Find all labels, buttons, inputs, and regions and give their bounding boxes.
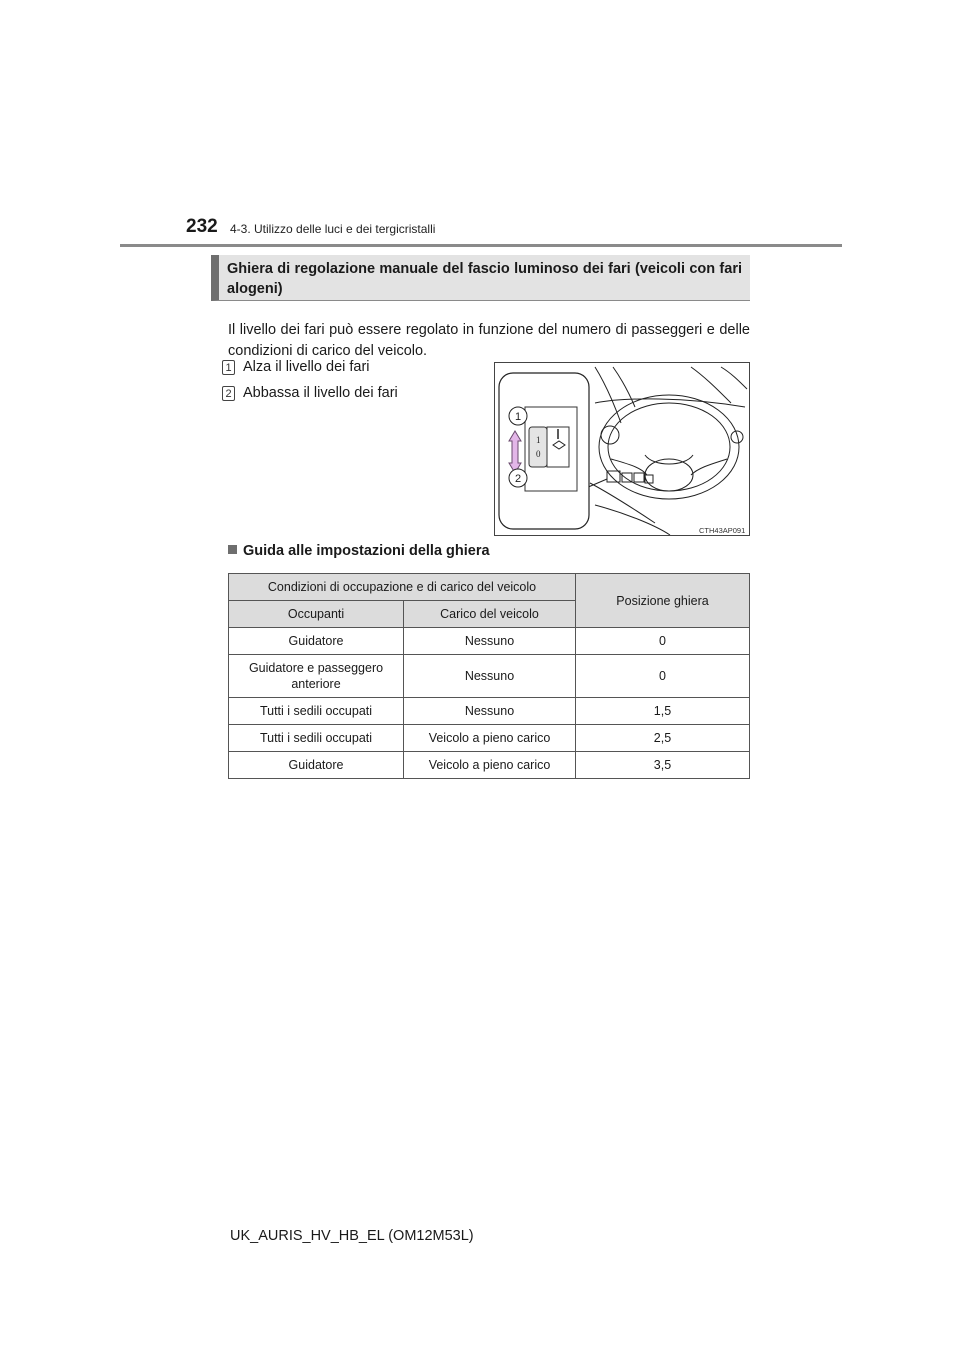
callout-1: 1	[514, 411, 522, 423]
step-label-2: Abbassa il livello dei fari	[243, 385, 398, 401]
cell-load: Veicolo a pieno carico	[404, 725, 576, 752]
cell-occupants: Tutti i sedili occupati	[229, 725, 404, 752]
bullet-square-icon	[228, 545, 237, 554]
intro-paragraph: Il livello dei fari può essere regolato in funzione del numero di passeggeri e delle condizioni di carico del veicolo.	[228, 322, 750, 359]
table-row	[229, 752, 750, 779]
cell-occupants: Tutti i sedili occupati	[229, 698, 404, 725]
table-row	[229, 698, 750, 725]
table-row	[229, 655, 750, 698]
table-header-occupants: Occupanti	[229, 601, 404, 628]
table-header-position: Posizione ghiera	[576, 574, 750, 628]
cell-position: 1,5	[576, 698, 750, 725]
table-header-load: Carico del veicolo	[404, 601, 576, 628]
cell-load: Veicolo a pieno carico	[404, 752, 576, 779]
dashboard-drawing	[495, 363, 749, 535]
step-label-1: Alza il livello dei fari	[243, 359, 370, 375]
document-footer: UK_AURIS_HV_HB_EL (OM12M53L)	[230, 1228, 474, 1244]
cell-position: 3,5	[576, 752, 750, 779]
callout-2: 2	[514, 473, 522, 485]
table-row	[229, 628, 750, 655]
dial-settings-table	[228, 573, 750, 779]
cell-load: Nessuno	[404, 655, 576, 698]
cell-position: 0	[576, 628, 750, 655]
figure-code: CTH43AP091	[699, 526, 746, 535]
table-row	[229, 725, 750, 752]
table-group-header: Condizioni di occupazione e di carico del veicolo	[229, 574, 576, 601]
cell-occupants: Guidatore	[229, 628, 404, 655]
cell-position: 2,5	[576, 725, 750, 752]
cell-position: 0	[576, 655, 750, 698]
cell-load: Nessuno	[404, 628, 576, 655]
dial-mark-1: 1	[536, 435, 541, 445]
headlight-dial-illustration	[494, 362, 750, 536]
step-number-2: 2	[222, 386, 235, 401]
cell-load: Nessuno	[404, 698, 576, 725]
subsection-title	[228, 543, 490, 559]
cell-occupants: Guidatore	[229, 752, 404, 779]
section-heading: Ghiera di regolazione manuale del fascio luminoso dei fari (veicoli con fari alogeni)	[211, 255, 750, 301]
header-divider	[120, 244, 842, 247]
dial-mark-0: 0	[536, 449, 541, 459]
dial-callout-panel	[499, 373, 589, 529]
step-number-1: 1	[222, 360, 235, 375]
section-title: 4-3. Utilizzo delle luci e dei tergicristalli	[230, 222, 436, 236]
page-number: 232	[186, 216, 218, 237]
cell-occupants: Guidatore e passeggero anteriore	[229, 655, 404, 698]
subsection-label: Guida alle impostazioni della ghiera	[243, 543, 490, 559]
